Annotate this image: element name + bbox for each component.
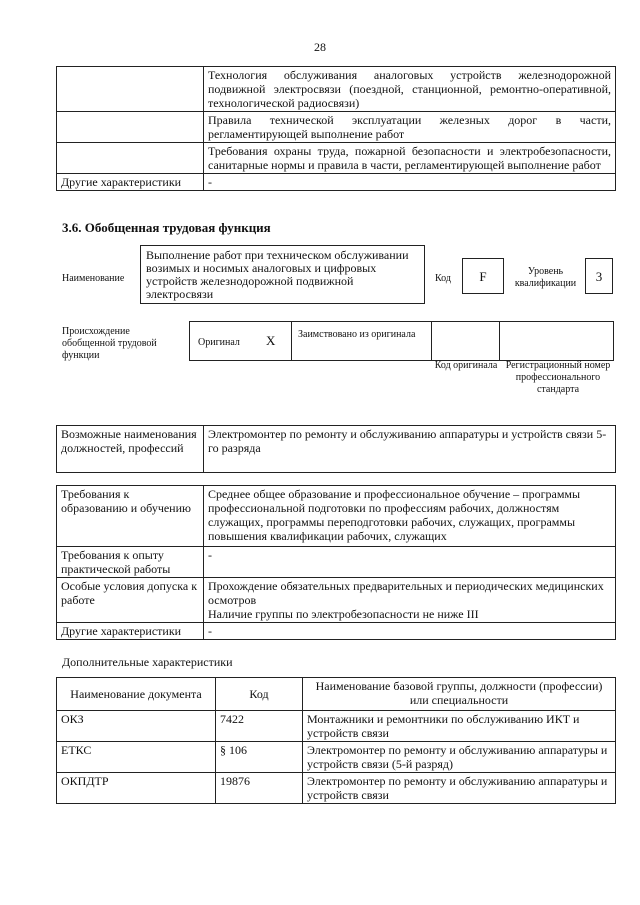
requirement-label: Требования к опыту практической работы xyxy=(57,547,204,578)
requirements-table xyxy=(56,485,616,640)
table-row xyxy=(57,578,616,623)
table-header-row xyxy=(57,678,616,711)
origin-borrowed-cell xyxy=(291,321,432,361)
table-row xyxy=(57,773,616,804)
table-cell-left xyxy=(57,67,204,112)
table-row xyxy=(57,143,616,174)
header-cell: Наименование базовой группы, должности (профессии) или специальности xyxy=(303,678,616,711)
table-cell-left xyxy=(57,143,204,174)
requirement-value: - xyxy=(204,623,616,640)
borrowed-label: Заимствовано из оригинала xyxy=(298,329,416,340)
code-value: F xyxy=(479,269,487,284)
positions-value: Электромонтер по ремонту и обслуживанию аппаратуры и устройств связи 5-го разряда xyxy=(204,426,616,473)
table-cell-left: Другие характеристики xyxy=(57,174,204,191)
header-cell: Наименование документа xyxy=(57,678,216,711)
origin-label: Происхождение обобщенной трудовой функции xyxy=(62,326,157,361)
table-row xyxy=(57,623,616,640)
code-label: Код xyxy=(435,273,451,284)
table-row xyxy=(57,174,616,191)
function-name: Выполнение работ при техническом обслуживании возимых и носимых аналоговых и цифровых устройств железнодорожной подвижной электросвязи xyxy=(146,248,409,301)
table-cell: Монтажники и ремонтники по обслуживанию ИКТ и устройств связи xyxy=(303,711,616,742)
origin-reg-cell xyxy=(499,321,614,361)
table-cell-right: Технология обслуживания аналоговых устройств железнодорожной подвижной электросвязи (поездной, станционной, ремонтно-оперативной, технологической радиосвязи) xyxy=(204,67,616,112)
page-number: 28 xyxy=(314,40,326,54)
table-cell: § 106 xyxy=(216,742,303,773)
origin-original-cell xyxy=(189,321,292,361)
table-cell: ОКПДТР xyxy=(57,773,216,804)
table-row xyxy=(57,711,616,742)
table-cell-right: Требования охраны труда, пожарной безопасности и электробезопасности, санитарные нормы и правила в части, регламентирующей выполнение работ xyxy=(204,143,616,174)
code-value-box xyxy=(462,258,504,294)
table-cell-left xyxy=(57,112,204,143)
additional-title: Дополнительные характеристики xyxy=(62,655,233,669)
table-row xyxy=(57,486,616,547)
requirement-label: Особые условия допуска к работе xyxy=(57,578,204,623)
table-cell: ЕТКС xyxy=(57,742,216,773)
requirement-value xyxy=(204,578,616,623)
original-mark: X xyxy=(266,333,276,348)
original-label: Оригинал xyxy=(198,337,240,348)
table-cell: 19876 xyxy=(216,773,303,804)
requirement-value-line: Наличие группы по электробезопасности не ниже III xyxy=(208,607,479,621)
requirement-value: - xyxy=(204,547,616,578)
level-value: 3 xyxy=(595,269,603,284)
requirement-label: Требования к образованию и обучению xyxy=(57,486,204,547)
name-value-box xyxy=(140,245,425,304)
table-cell: 7422 xyxy=(216,711,303,742)
table-row xyxy=(57,112,616,143)
requirement-value-line: Прохождение обязательных предварительных и периодических медицинских осмотров xyxy=(208,579,604,607)
level-label: Уровень квалификации xyxy=(514,266,577,289)
table-row xyxy=(57,67,616,112)
additional-table xyxy=(56,677,616,804)
name-label: Наименование xyxy=(62,273,125,284)
table-cell-right: Правила технической эксплуатации железных дорог в части, регламентирующей выполнение работ xyxy=(204,112,616,143)
requirement-value: Среднее общее образование и профессиональное обучение – программы профессиональной подготовки по профессиям рабочих, должностям служащих, программы переподготовки рабочих, служащих, программы повышения квалификации рабочих, служащих xyxy=(204,486,616,547)
section-title: 3.6. Обобщенная трудовая функция xyxy=(62,220,271,235)
table-row xyxy=(57,547,616,578)
table-cell-right: - xyxy=(204,174,616,191)
table-cell: Электромонтер по ремонту и обслуживанию аппаратуры и устройств связи xyxy=(303,773,616,804)
header-cell: Код xyxy=(216,678,303,711)
table-cell: ОКЗ xyxy=(57,711,216,742)
knowledge-table xyxy=(56,66,616,191)
table-cell: Электромонтер по ремонту и обслуживанию аппаратуры и устройств связи (5-й разряд) xyxy=(303,742,616,773)
requirement-label: Другие характеристики xyxy=(57,623,204,640)
positions-table xyxy=(56,425,616,473)
level-value-box xyxy=(585,258,613,294)
positions-label: Возможные наименования должностей, профессий xyxy=(57,426,204,473)
table-row xyxy=(57,426,616,473)
reg-number-label: Регистрационный номер профессионального стандарта xyxy=(505,360,611,395)
table-row xyxy=(57,742,616,773)
code-original-label: Код оригинала xyxy=(434,360,498,371)
origin-code-cell xyxy=(431,321,500,361)
